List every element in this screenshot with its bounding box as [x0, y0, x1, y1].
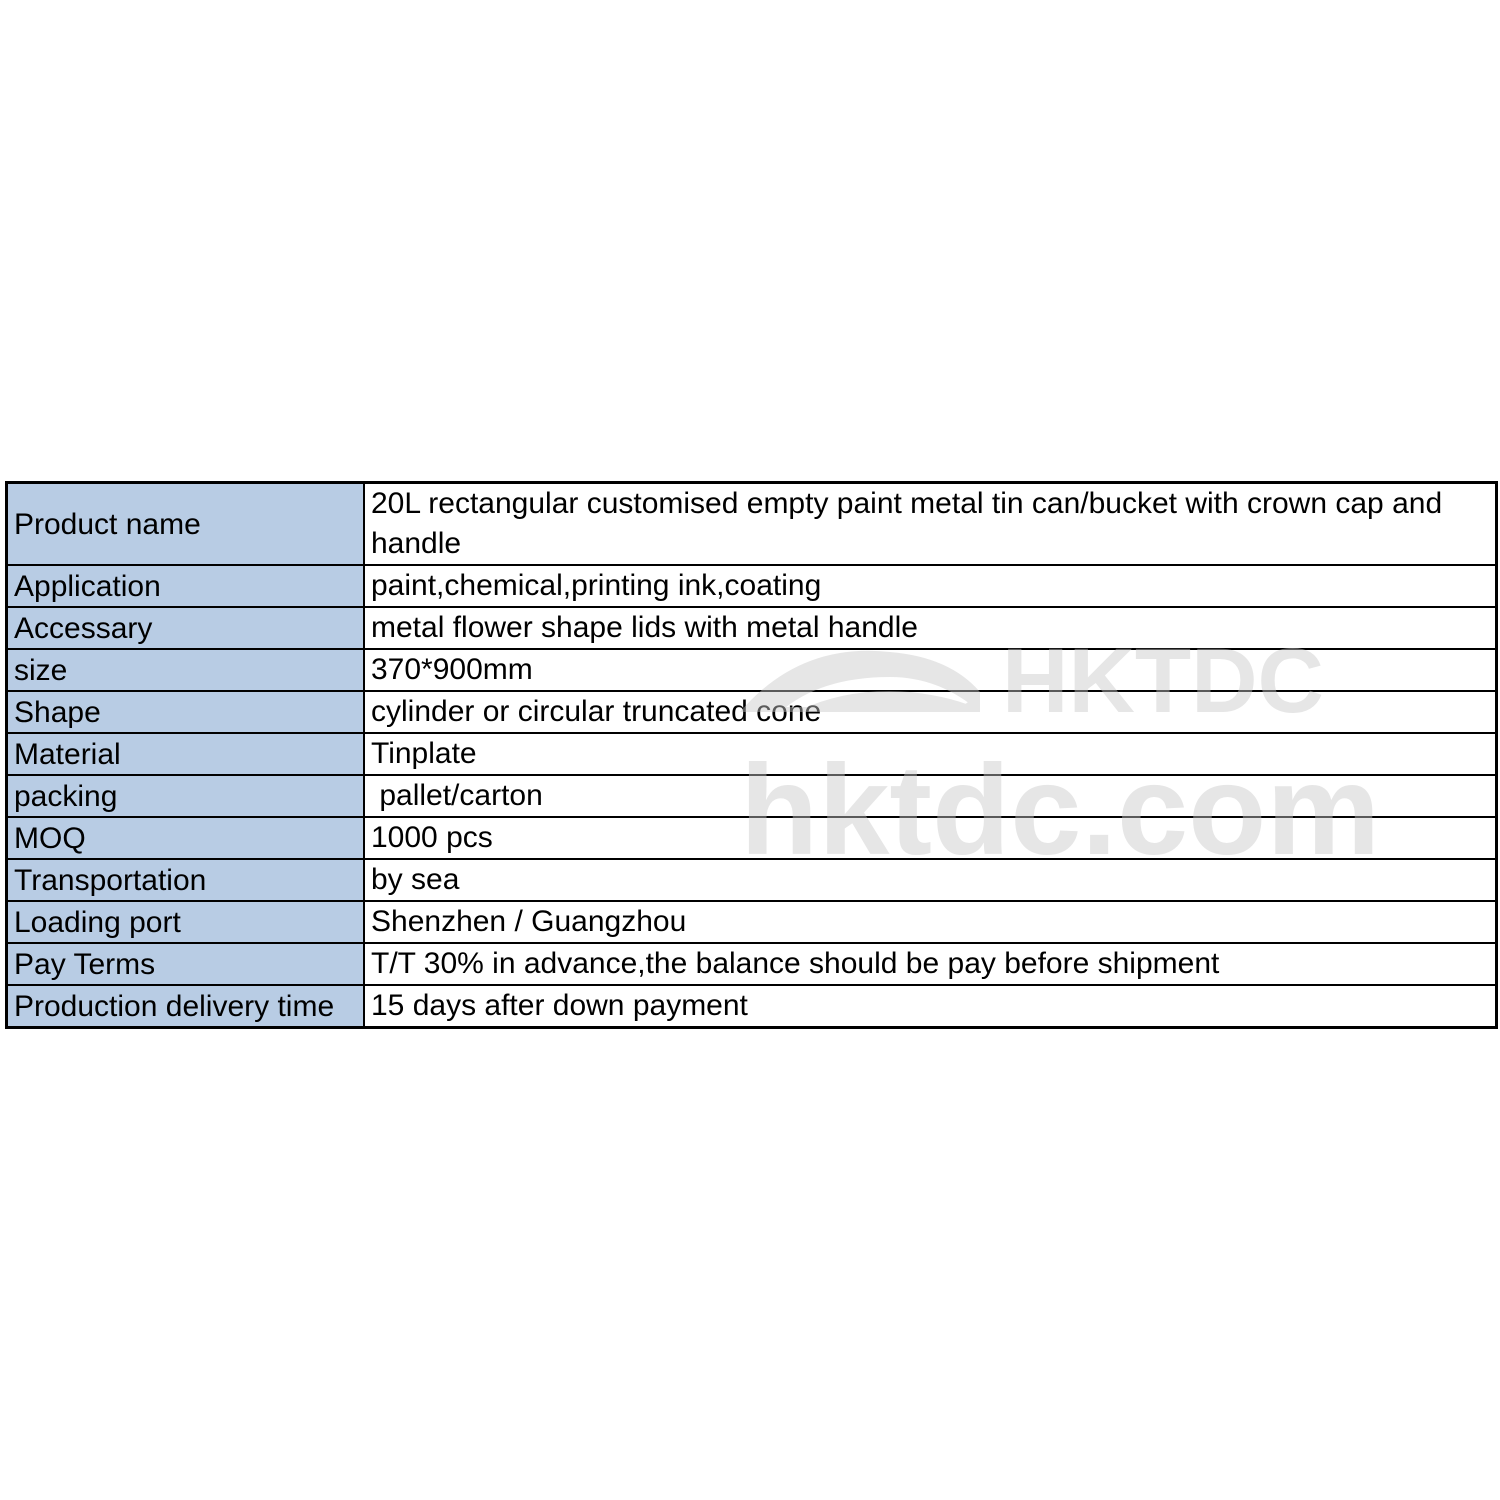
row-label: Production delivery time	[7, 985, 365, 1028]
row-label: Pay Terms	[7, 943, 365, 985]
row-label: Application	[7, 565, 365, 607]
row-value: Tinplate	[364, 733, 1497, 775]
row-label: MOQ	[7, 817, 365, 859]
table-row-loading-port	[7, 901, 1497, 943]
row-label: Loading port	[7, 901, 365, 943]
row-value: 20L rectangular customised empty paint metal tin can/bucket with crown cap and handle	[364, 483, 1497, 566]
row-value: 370*900mm	[364, 649, 1497, 691]
row-value: cylinder or circular truncated cone	[364, 691, 1497, 733]
table-row-accessary	[7, 607, 1497, 649]
row-value: pallet/carton	[364, 775, 1497, 817]
watermark-domain-text: hktdc.com	[740, 739, 1381, 862]
row-value: 15 days after down payment	[364, 985, 1497, 1028]
row-label: packing	[7, 775, 365, 817]
row-value: Shenzhen / Guangzhou	[364, 901, 1497, 943]
row-value: metal flower shape lids with metal handle	[364, 607, 1497, 649]
row-label: Accessary	[7, 607, 365, 649]
row-label: Transportation	[7, 859, 365, 901]
row-label: Shape	[7, 691, 365, 733]
row-value: T/T 30% in advance,the balance should be pay before shipment	[364, 943, 1497, 985]
table-row-shape	[7, 691, 1497, 733]
table-row-packing	[7, 775, 1497, 817]
row-label: size	[7, 649, 365, 691]
product-spec-table	[5, 481, 1498, 1029]
row-label: Material	[7, 733, 365, 775]
row-value: paint,chemical,printing ink,coating	[364, 565, 1497, 607]
table-row-pay-terms	[7, 943, 1497, 985]
table-row-material	[7, 733, 1497, 775]
table-row-moq	[7, 817, 1497, 859]
table-row-size	[7, 649, 1497, 691]
table-row-application	[7, 565, 1497, 607]
row-value: by sea	[364, 859, 1497, 901]
watermark-logo-text: HKTDC	[1002, 632, 1324, 732]
table-row-transportation	[7, 859, 1497, 901]
row-label: Product name	[7, 483, 365, 566]
table-row-production-delivery-time	[7, 985, 1497, 1028]
table-row-product-name	[7, 483, 1497, 566]
row-value: 1000 pcs	[364, 817, 1497, 859]
